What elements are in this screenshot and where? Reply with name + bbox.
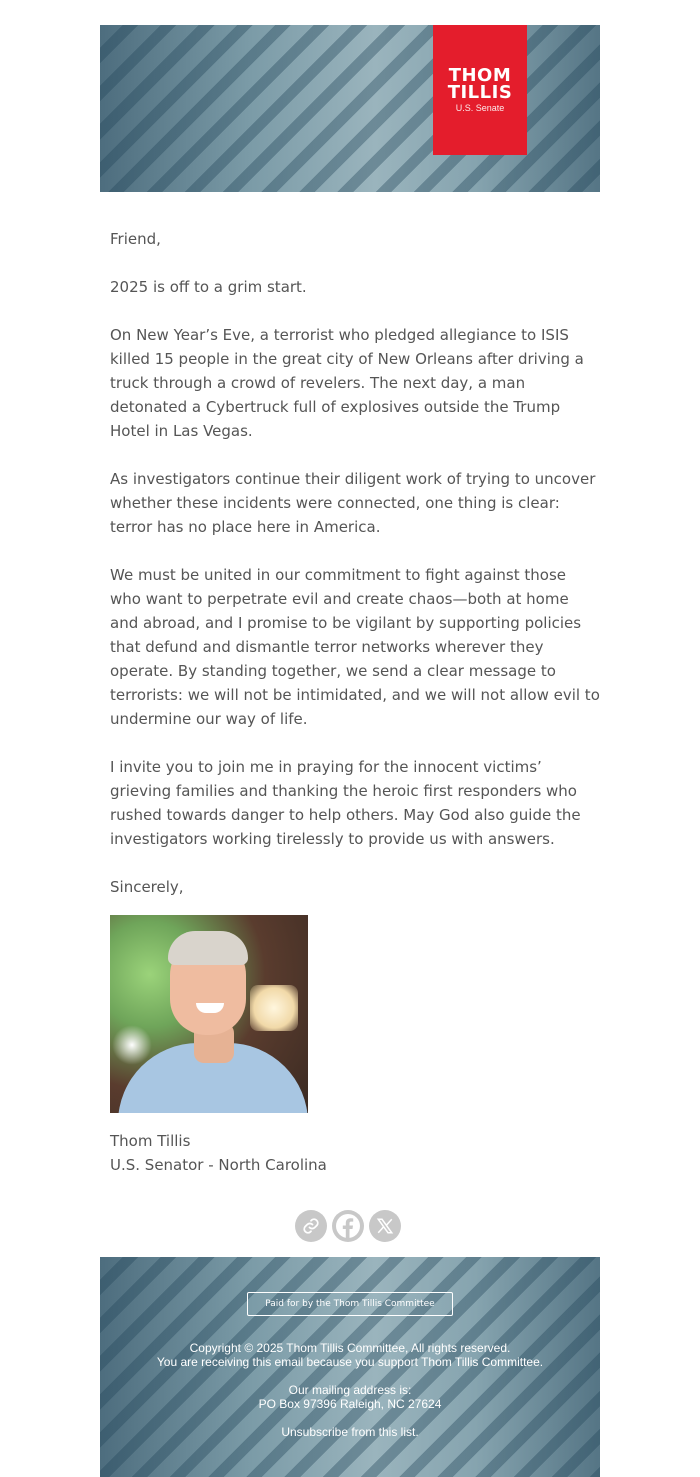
footer-text [100, 1341, 600, 1439]
paragraph: 2025 is off to a grim start. [110, 278, 307, 296]
signature-title: U.S. Senator - North Carolina [110, 1156, 327, 1174]
closing: Sincerely, [110, 878, 184, 896]
mailing-address: PO Box 97396 Raleigh, NC 27624 [258, 1397, 442, 1411]
receiving-reason: You are receiving this email because you support Thom Tillis Committee. [156, 1355, 544, 1369]
thom-tillis-logo [433, 25, 527, 155]
greeting: Friend, [110, 230, 161, 248]
paragraph: We must be united in our commitment to fight against those who want to perpetrate evil and create chaos—both at home and abroad, and I promise to be vigilant by supporting policies that defund and dismantle terror networks wherever they operate. By standing together, we send a clear message to terrorists: we will not be intimidated, and we will not allow evil to undermine our way of life. [110, 566, 600, 728]
paragraph: As investigators continue their diligent work of trying to uncover whether these incidents were connected, one thing is clear: terror has no place here in America. [110, 470, 596, 536]
footer [100, 1257, 600, 1477]
x-icon[interactable] [369, 1210, 401, 1242]
paid-for-disclaimer: Paid for by the Thom Tillis Committee [247, 1292, 453, 1316]
social-links [295, 1210, 405, 1242]
letter-body [110, 227, 600, 1177]
unsubscribe-link[interactable]: Unsubscribe from this list. [281, 1425, 419, 1439]
paragraph: I invite you to join me in praying for the innocent victims’ grieving families and thanking the heroic first responders who rushed towards danger to help others. May God also guide the investigators working tirelessly to provide us with answers. [110, 758, 581, 848]
signature-name: Thom Tillis [110, 1132, 191, 1150]
logo-line-thom: THOM [448, 65, 512, 86]
facebook-icon[interactable] [332, 1210, 364, 1242]
mailing-label: Our mailing address is: [288, 1383, 412, 1397]
logo-line-senate: U.S. Senate [455, 103, 505, 113]
senator-portrait [110, 915, 308, 1113]
copyright: Copyright © 2025 Thom Tillis Committee, All rights reserved. [189, 1341, 511, 1355]
link-icon[interactable] [295, 1210, 327, 1242]
header-banner [100, 25, 600, 192]
paragraph: On New Year’s Eve, a terrorist who pledged allegiance to ISIS killed 15 people in the great city of New Orleans after driving a truck through a crowd of revelers. The next day, a man detonated a Cybertruck full of explosives outside the Trump Hotel in Las Vegas. [110, 326, 584, 440]
logo-line-tillis: TILLIS [447, 82, 513, 103]
